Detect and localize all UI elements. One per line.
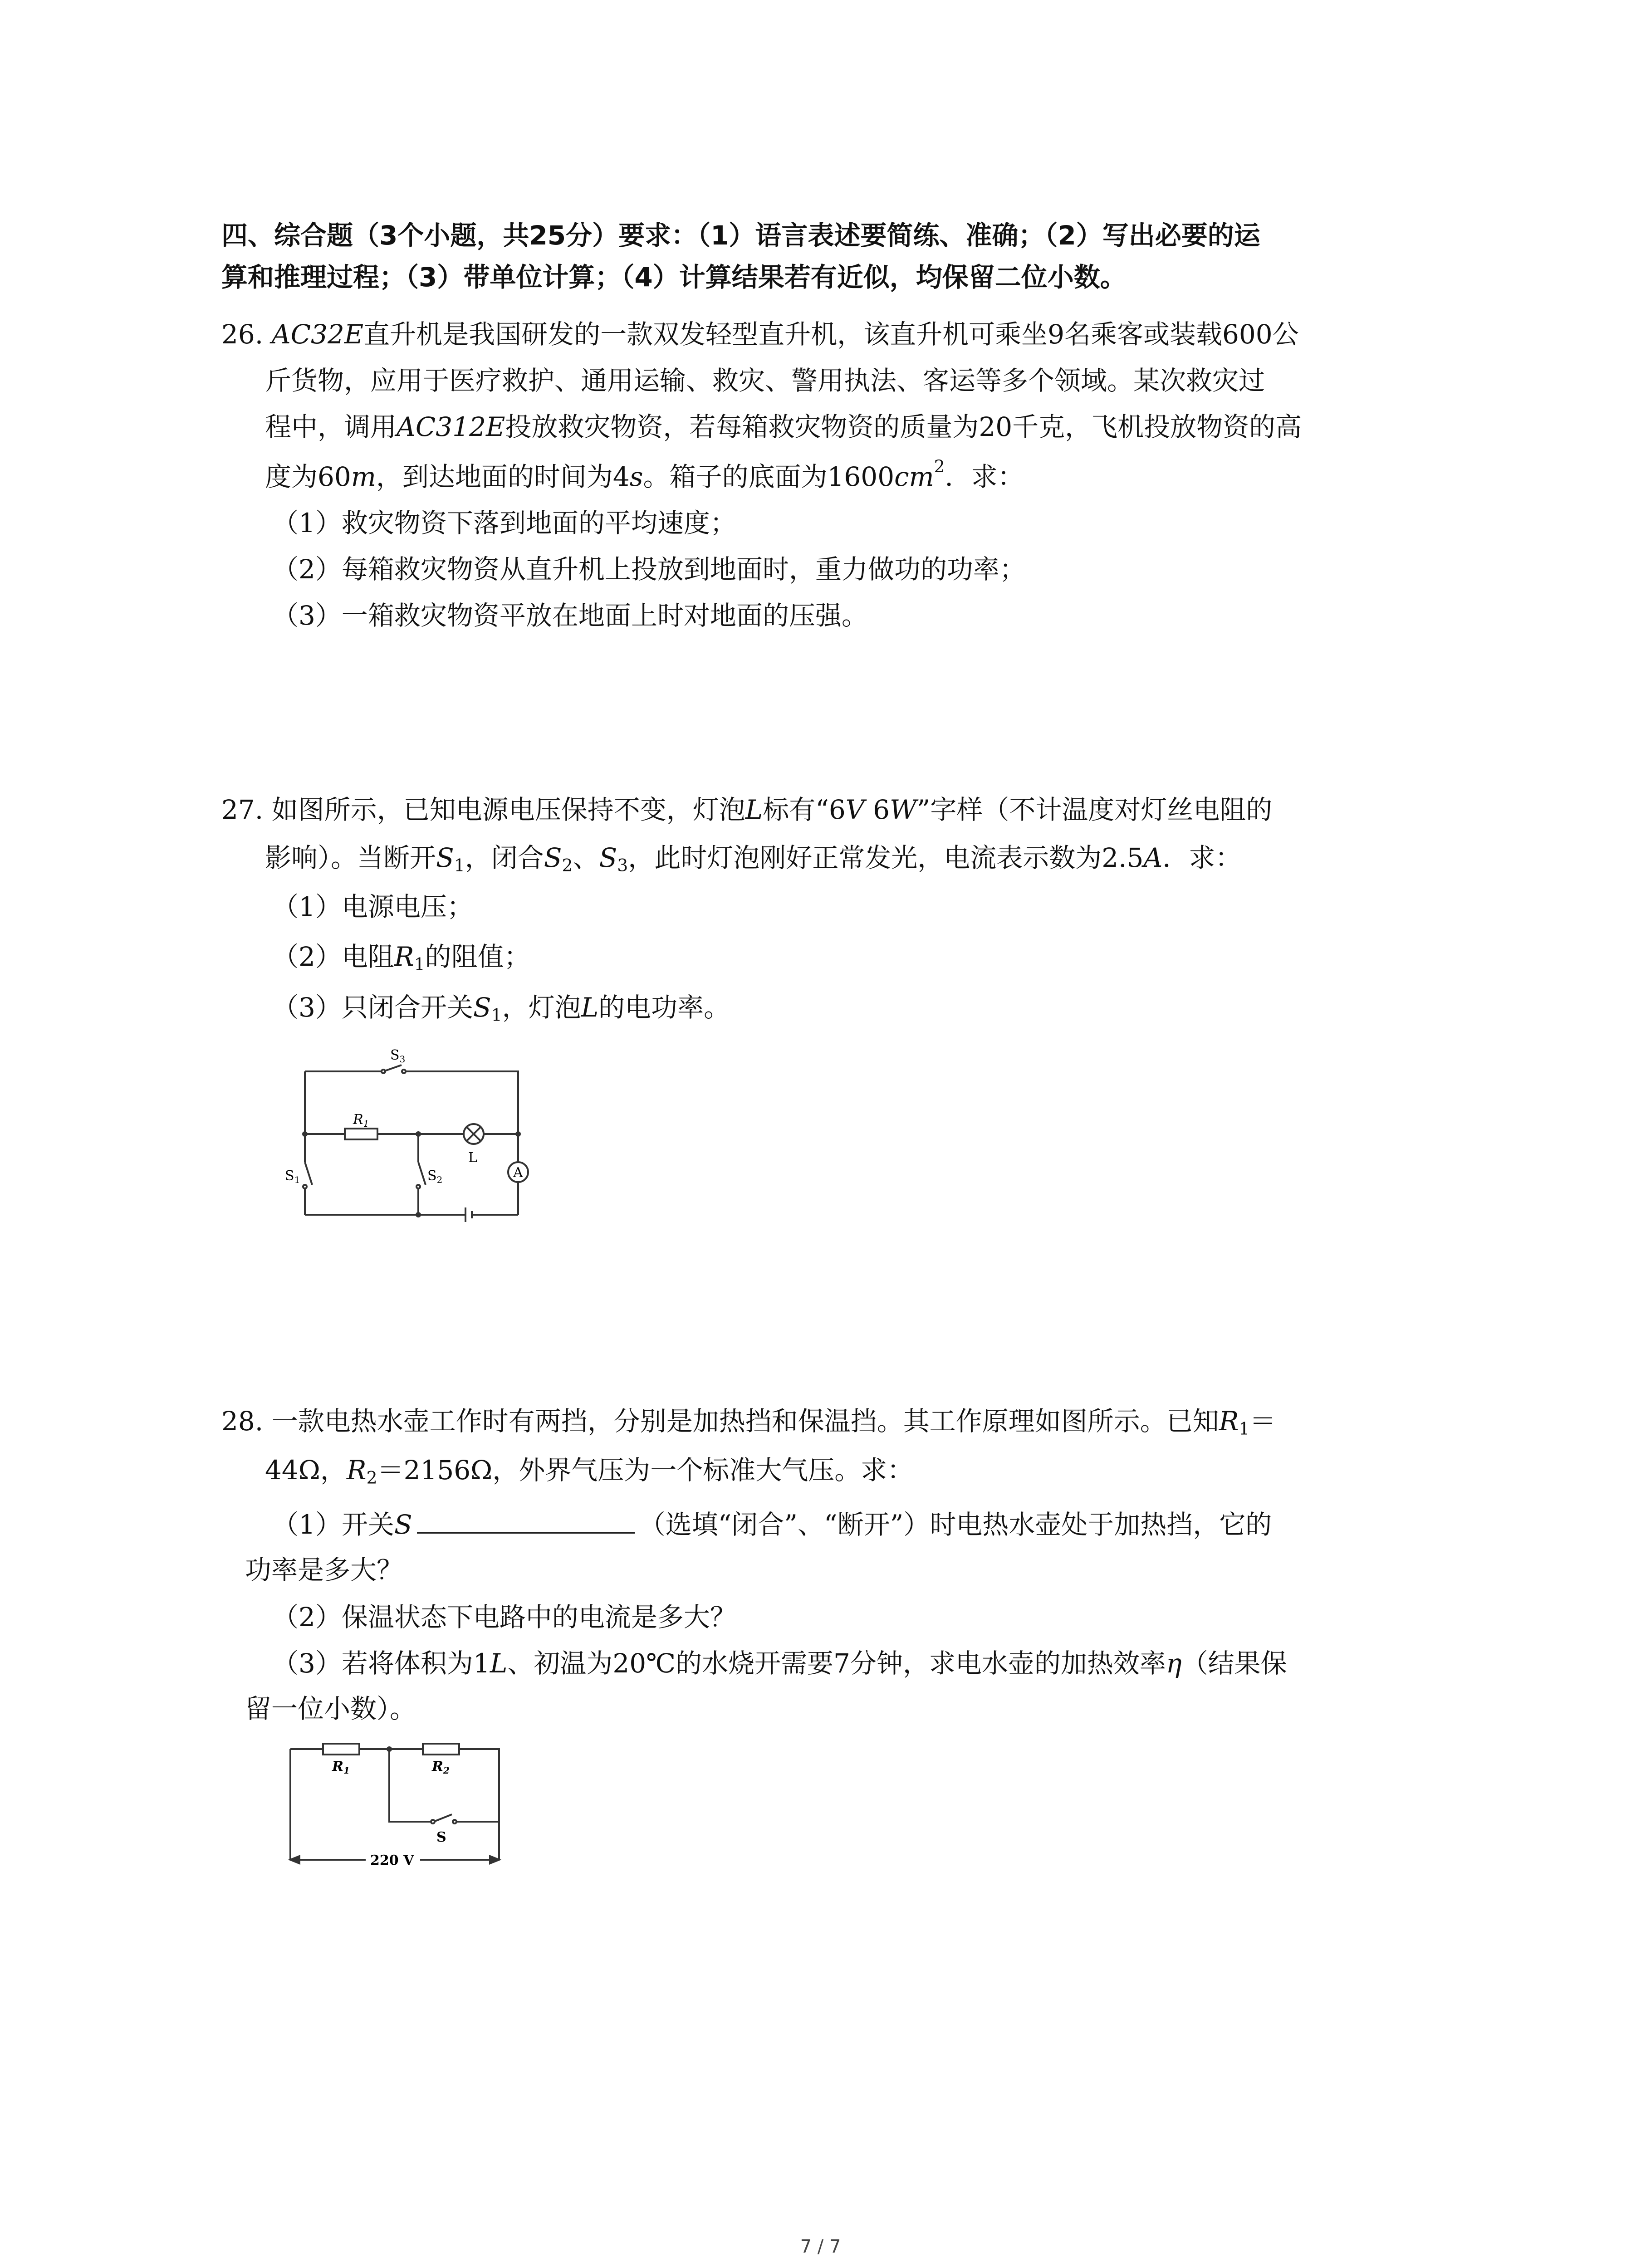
q27-text-1b: 标有“6: [763, 794, 846, 825]
q26-text-3c: 投放救灾物资，若每箱救灾物资的质量为20千克，飞机投放物资的高: [505, 411, 1302, 442]
q27-sub-2: 2: [562, 855, 573, 875]
q26-text-1: 直升机是我国研发的一款双发轻型直升机，该直升机可乘坐9名乘客或装载600公: [363, 319, 1299, 350]
q26-subquestion-1: （1）救灾物资下落到地面的平均速度；: [272, 508, 736, 538]
q27-sub3-text-c: 的电功率。: [598, 992, 730, 1023]
q28-line-1: [221, 1406, 1276, 1439]
q26-unit-cm: cm: [894, 461, 934, 492]
circuit-label-ammeter: A: [513, 1165, 523, 1181]
q27-circuit-diagram: [272, 1039, 554, 1229]
q28-subquestion-3-line-1: [272, 1650, 1287, 1677]
q27-text-1c: 6: [864, 794, 890, 825]
q28-eta-symbol: η: [1166, 1648, 1182, 1679]
q26-line-3: [265, 411, 1302, 442]
q26-number: 26.: [221, 319, 264, 350]
q26-line-1: [221, 319, 1299, 350]
q26-line-2: 斤货物，应用于医疗救护、通用运输、救灾、警用执法、客运等多个领域。某次救灾过: [265, 365, 1265, 396]
q27-sub3-text-a: （3）只闭合开关: [272, 992, 473, 1023]
q28-r2-sub: 2: [366, 1467, 377, 1488]
q27-sub2-text-a: （2）电阻: [272, 941, 394, 972]
q28-r1-symbol: R: [1219, 1406, 1239, 1437]
q27-text-2c: 、: [573, 842, 599, 873]
q28-sub3-text-c: （结果保: [1181, 1648, 1287, 1679]
q28-r1-sub: 1: [1239, 1418, 1250, 1439]
q27-text-2d: ，此时灯泡刚好正常发光，电流表示数为2.5: [628, 842, 1144, 873]
q28-sub3-text-a: （3）若将体积为1: [272, 1648, 490, 1679]
q28-sub1-switch: S: [394, 1509, 412, 1540]
q28-text-2a: 44Ω，: [265, 1455, 347, 1486]
q26-unit-s: s: [629, 461, 643, 492]
q28-circuit-label-voltage: 220 V: [370, 1853, 414, 1868]
circuit-label-s1: $S_1$: [285, 1168, 300, 1185]
q28-number: 28.: [221, 1406, 264, 1437]
q27-subquestion-2: [272, 941, 530, 974]
q26-model-name-2: AC312E: [397, 411, 505, 442]
q28-answer-blank[interactable]: [417, 1527, 635, 1534]
q28-sub1-text-b: （选填“闭合”、“断开”）时电热水壶处于加热挡，它的: [639, 1509, 1272, 1540]
q27-unit-v: V: [845, 794, 865, 825]
q28-r2-symbol: R: [346, 1455, 367, 1486]
q27-line-1: [221, 794, 1273, 825]
q27-line-2: [265, 842, 1242, 875]
q28-sub1-text-a: （1）开关: [272, 1509, 394, 1540]
q27-sub-3: 3: [617, 855, 628, 875]
q28-circuit-diagram: [281, 1737, 517, 1882]
q27-text-1a: 如图所示，已知电源电压保持不变，灯泡: [271, 794, 745, 825]
q26-line-4: [265, 456, 1024, 492]
q28-text-2b: ＝2156Ω，外界气压为一个标准大气压。求：: [377, 1455, 914, 1486]
q27-sub3-text-b: ，灯泡: [502, 992, 581, 1023]
q27-unit-w: W: [890, 794, 917, 825]
q28-subquestion-1-line-1: [272, 1511, 1272, 1538]
section-header-line-1: 四、综合题（3个小题，共25分）要求：（1）语言表述要简练、准确；（2）写出必要的运: [221, 220, 1260, 251]
q28-subquestion-2: （2）保温状态下电路中的电流是多大？: [272, 1602, 736, 1633]
q26-subquestion-2: （2）每箱救灾物资从直升机上投放到地面时，重力做功的功率；: [272, 554, 1026, 585]
q28-circuit-label-r1: $R_1$: [332, 1759, 350, 1776]
q27-sub2-sub: 1: [414, 954, 425, 974]
q27-number: 27.: [221, 794, 264, 825]
q27-sub-1: 1: [454, 855, 465, 875]
q27-switch-s1: S: [436, 842, 454, 873]
q26-text-4c: 。箱子的底面为1600: [643, 461, 895, 492]
q26-text-4b: ，到达地面的时间为4: [376, 461, 630, 492]
q27-resistor-r1: R: [394, 941, 414, 972]
q26-text-4d: ．求：: [945, 461, 1024, 492]
q27-subquestion-3: [272, 992, 730, 1025]
q27-sub3-lamp: L: [581, 992, 599, 1023]
q27-switch-s3: S: [599, 842, 617, 873]
q27-switch-s2: S: [544, 842, 562, 873]
page-number: 7 / 7: [800, 2236, 841, 2257]
q27-lamp-symbol: L: [745, 794, 763, 825]
q26-model-name: AC32E: [271, 319, 364, 350]
circuit-label-lamp: L: [468, 1150, 477, 1166]
q28-subquestion-3-line-2: 留一位小数）。: [245, 1693, 416, 1724]
q27-unit-a: A: [1143, 842, 1163, 873]
q27-text-1d: ”字样（不计温度对灯丝电阻的: [916, 794, 1273, 825]
q28-line-2: [265, 1455, 914, 1488]
q28-circuit-label-r2: $R_2$: [432, 1759, 450, 1776]
q28-subquestion-1-line-2: 功率是多大？: [245, 1554, 403, 1585]
q27-subquestion-1: （1）电源电压；: [272, 891, 473, 922]
q27-sub2-text-b: 的阻值；: [425, 941, 530, 972]
q28-text-1b: ＝: [1249, 1406, 1276, 1437]
circuit-label-s3: $S_3$: [390, 1047, 406, 1065]
q26-text-4a: 度为60: [265, 461, 351, 492]
section-header-line-2: 算和推理过程；（3）带单位计算；（4）计算结果若有近似，均保留二位小数。: [221, 262, 1127, 293]
q27-text-2e: ．求：: [1162, 842, 1242, 873]
q26-unit-m: m: [351, 461, 376, 492]
circuit-label-r1: $R_1$: [353, 1112, 369, 1129]
circuit-label-s2: $S_2$: [427, 1168, 443, 1185]
q27-sub3-sub: 1: [491, 1005, 502, 1025]
q28-sub3-unit-l: L: [490, 1648, 508, 1679]
q26-subquestion-3: （3）一箱救灾物资平放在地面上时对地面的压强。: [272, 600, 868, 631]
q28-sub3-text-b: 、初温为20℃的水烧开需要7分钟，求电水壶的加热效率: [507, 1648, 1166, 1679]
q26-text-3a: 程中，调用: [265, 411, 397, 442]
q27-text-2a: 影响）。当断开: [265, 842, 436, 873]
q26-unit-sup: 2: [934, 456, 945, 476]
q28-circuit-label-switch: S: [436, 1829, 446, 1845]
q27-sub3-switch: S: [473, 992, 491, 1023]
q28-text-1a: 一款电热水壶工作时有两挡，分别是加热挡和保温挡。其工作原理如图所示。已知: [271, 1406, 1219, 1437]
q27-text-2b: ，闭合: [465, 842, 544, 873]
